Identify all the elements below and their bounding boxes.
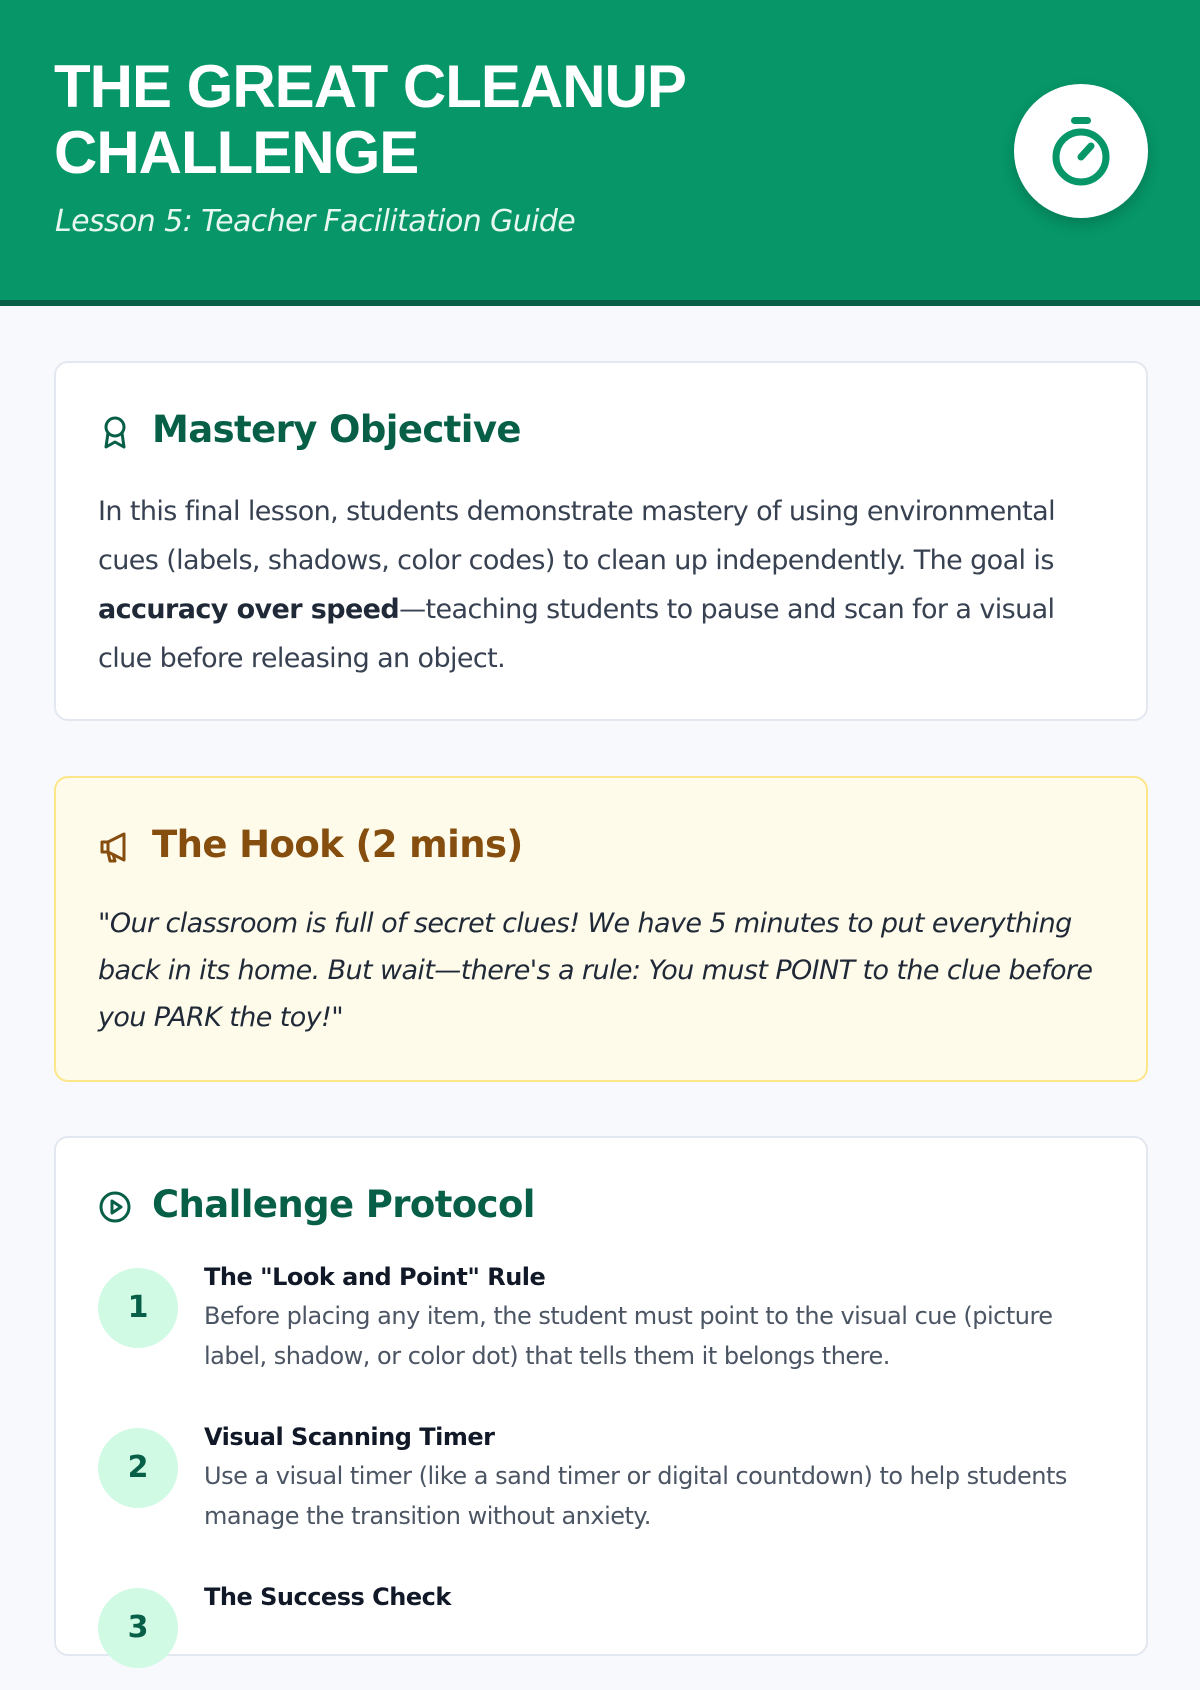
mastery-objective-title: Mastery Objective (152, 408, 521, 451)
page-header (0, 0, 1200, 306)
page-subtitle: Lesson 5: Teacher Facilitation Guide (55, 204, 576, 239)
mastery-objective-card (54, 361, 1148, 721)
stopwatch-icon (1049, 115, 1113, 187)
megaphone-icon (98, 830, 132, 864)
play-circle-icon (98, 1190, 132, 1224)
step-description: Before placing any item, the student must point to the visual cue (picture label, shadow, or color dot) that tells them it belongs there. (204, 1302, 1053, 1370)
protocol-step (98, 1580, 1108, 1690)
step-number: 3 (98, 1588, 178, 1668)
step-title: The Success Check (204, 1583, 451, 1611)
hook-quote: "Our classroom is full of secret clues! We have 5 minutes to put everything back in its home. But wait—there's a rule: You must POINT to the clue before you PARK the toy!" (98, 908, 1093, 1033)
protocol-step (98, 1420, 1108, 1530)
timer-badge (1014, 84, 1148, 218)
step-description: Use a visual timer (like a sand timer or digital countdown) to help students manage the transition without anxiety. (204, 1462, 1067, 1530)
page-title: THE GREAT CLEANUP CHALLENGE (54, 53, 685, 186)
challenge-protocol-title: Challenge Protocol (152, 1183, 535, 1226)
step-number: 2 (98, 1428, 178, 1508)
emphasis-text: accuracy over speed (98, 594, 400, 625)
step-number: 1 (98, 1268, 178, 1348)
challenge-protocol-card (54, 1136, 1148, 1656)
step-title: The "Look and Point" Rule (204, 1263, 546, 1291)
award-ribbon-icon (98, 415, 132, 449)
step-title: Visual Scanning Timer (204, 1423, 495, 1451)
protocol-step (98, 1260, 1108, 1370)
mastery-objective-text: In this final lesson, students demonstrate mastery of using environmental cues (labels, shadows, color codes) to clean up independently. The goal is accuracy over speed—teaching students to pause and scan for a visual clue before releasing an object. (98, 496, 1056, 674)
hook-title: The Hook (2 mins) (152, 823, 523, 866)
hook-card (54, 776, 1148, 1082)
